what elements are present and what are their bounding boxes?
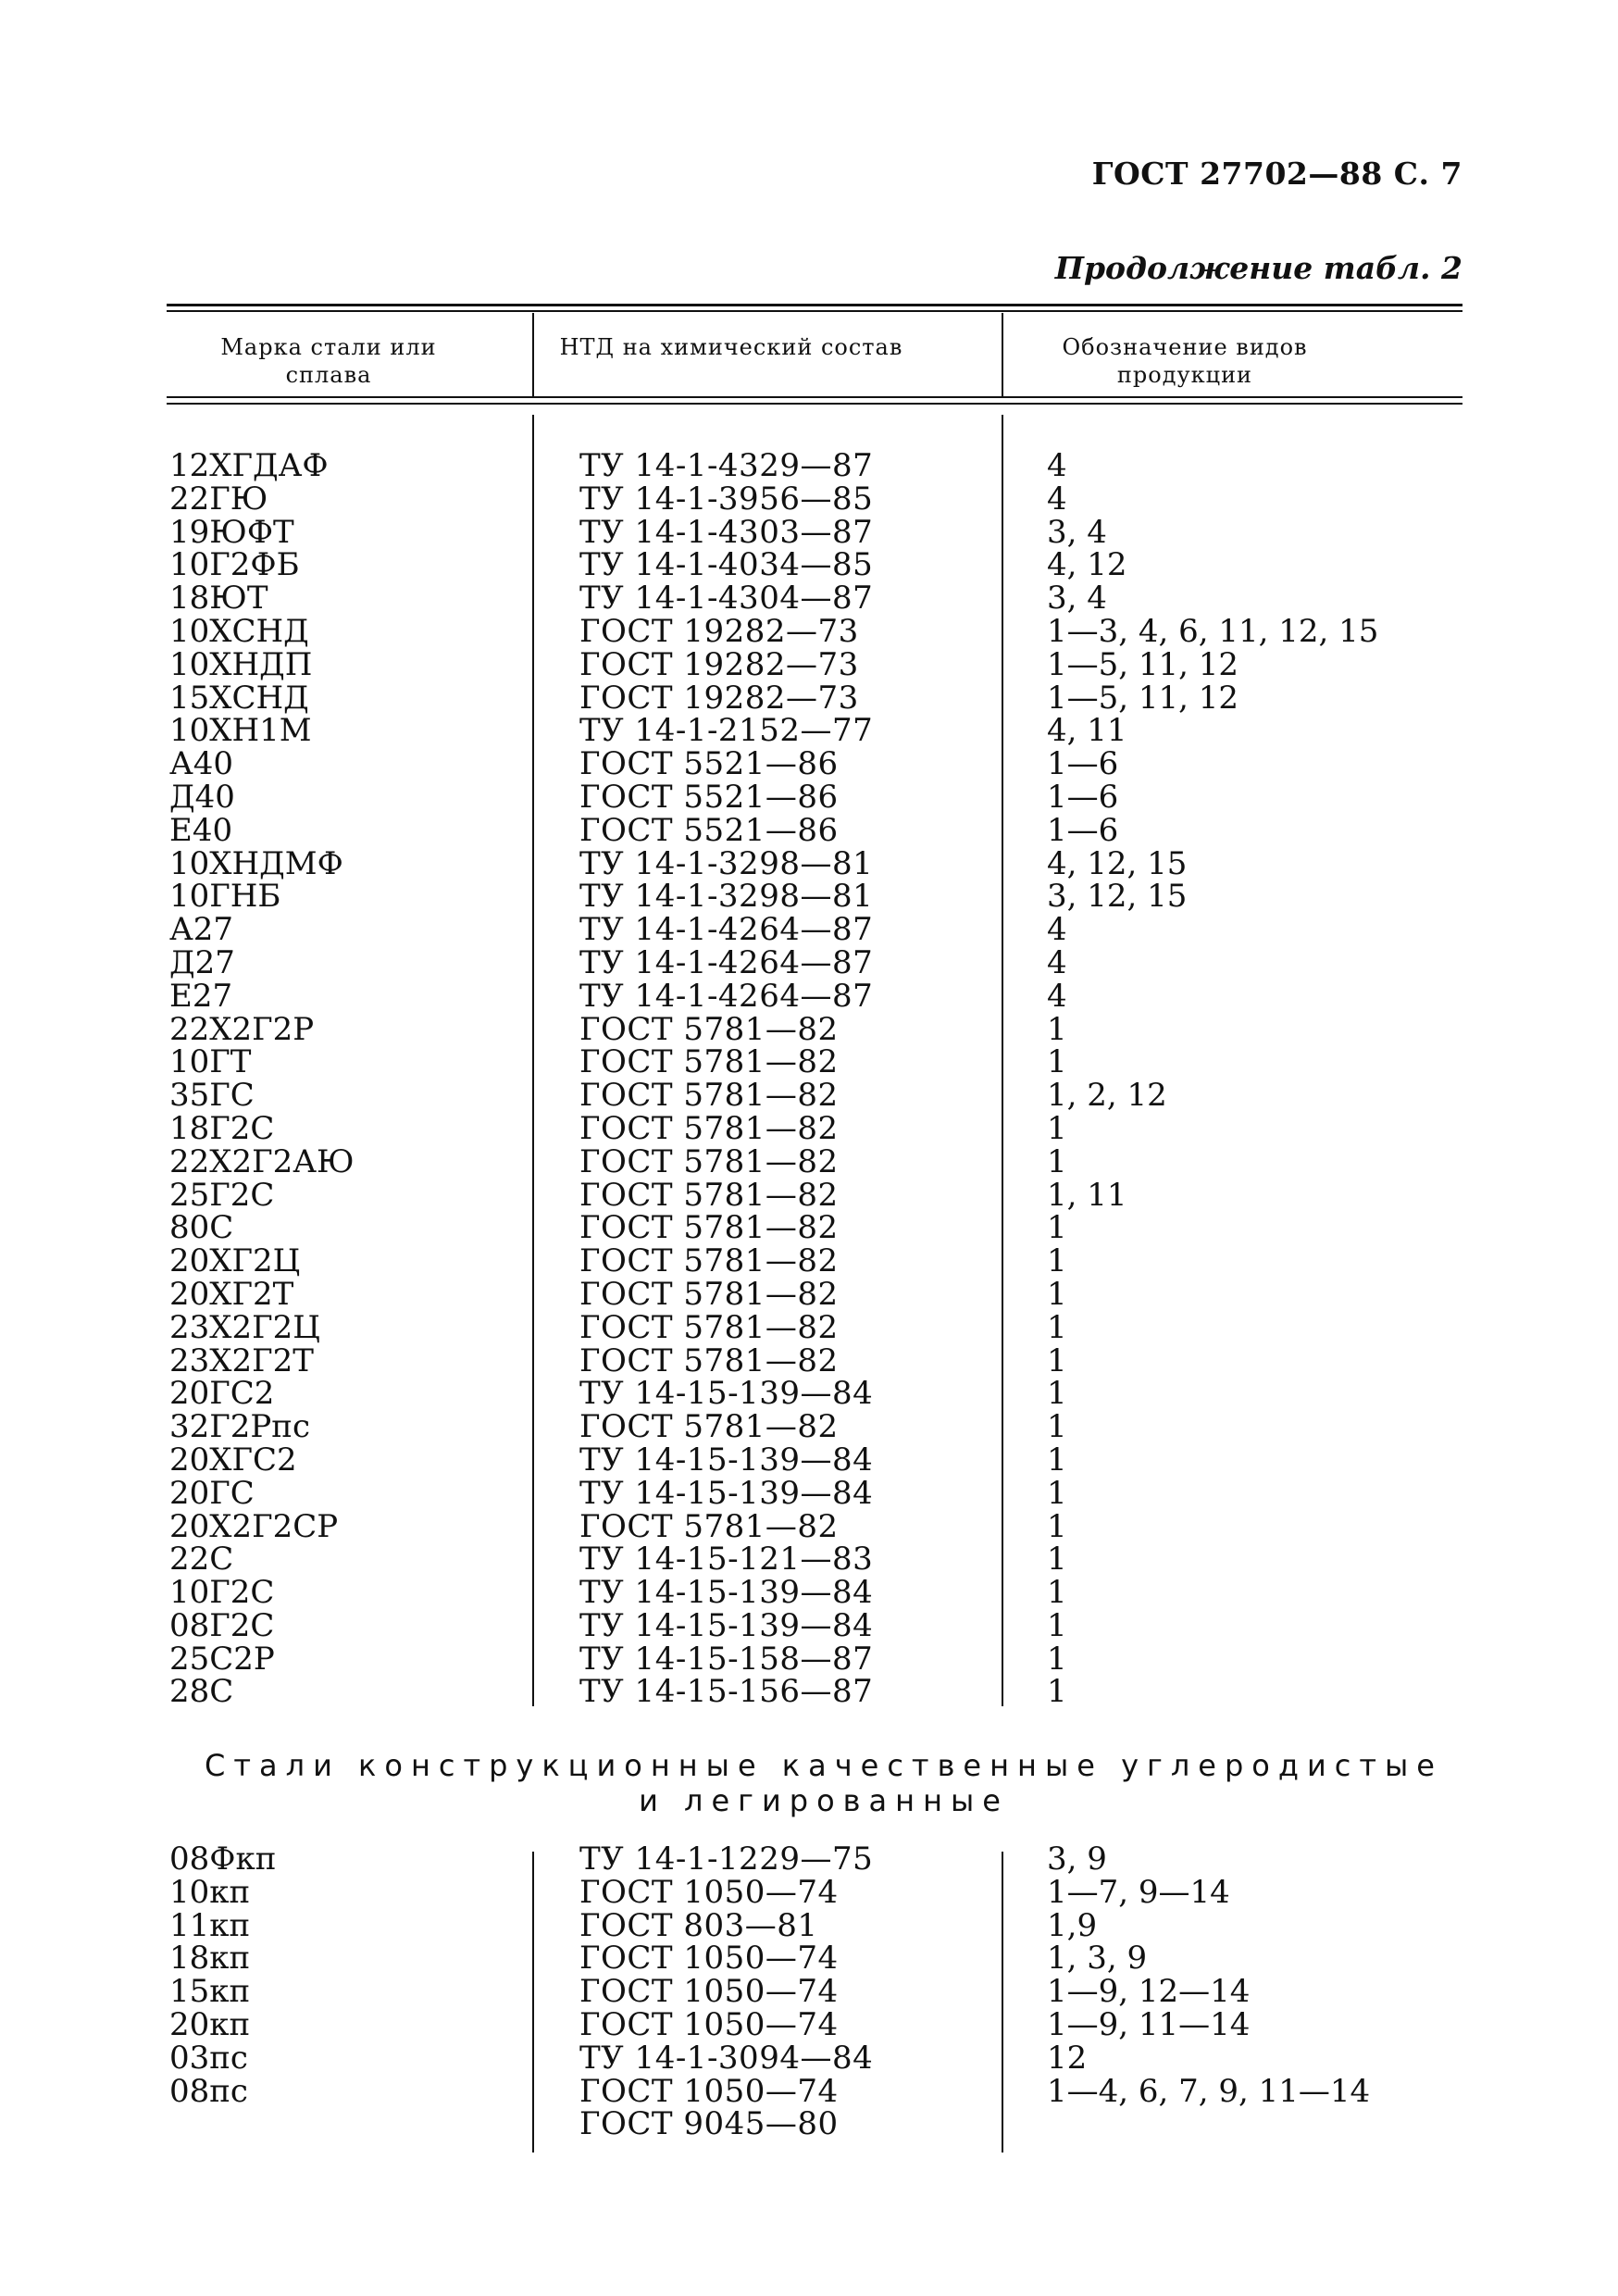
table-row [169, 878, 1484, 916]
cell-designation: 1 [1047, 1109, 1067, 1147]
cell-grade: 08Г2С [169, 1606, 275, 1644]
cell-ntd: ГОСТ 1050—74 [579, 1973, 839, 2011]
cell-designation: 1—6 [1047, 811, 1119, 849]
cell-ntd: ТУ 14-1-3094—84 [579, 2039, 874, 2077]
table-row [169, 2005, 1484, 2043]
cell-ntd: ГОСТ 5781—82 [579, 1341, 839, 1379]
table-row [169, 1176, 1484, 1214]
cell-grade: 10ГНБ [169, 878, 281, 916]
cell-ntd: ТУ 14-1-4304—87 [579, 580, 874, 618]
cell-grade: 23Х2Г2Ц [169, 1308, 320, 1346]
cell-grade: 22Х2Г2Р [169, 1010, 315, 1048]
cell-designation: 4 [1047, 943, 1067, 981]
table-row [169, 1010, 1484, 1048]
cell-designation: 1—5, 11, 12 [1047, 679, 1239, 717]
cell-designation: 4 [1047, 447, 1067, 484]
cell-grade: 80С [169, 1209, 234, 1247]
table-caption: Продолжение табл. 2 [1054, 250, 1462, 286]
table-row [169, 1408, 1484, 1446]
column-header-grade: Марка стали или сплава [220, 334, 437, 388]
cell-designation: 1—7, 9—14 [1047, 1873, 1230, 1911]
cell-grade: 20ХГ2Ц [169, 1242, 301, 1280]
table-row [169, 2105, 1484, 2143]
cell-designation: 1 [1047, 1375, 1067, 1413]
cell-ntd: ТУ 14-1-4264—87 [579, 977, 874, 1015]
cell-ntd: ГОСТ 19282—73 [579, 612, 859, 650]
cell-ntd: ГОСТ 5521—86 [579, 745, 839, 783]
cell-designation: 1—9, 11—14 [1047, 2005, 1251, 2043]
cell-designation: 1 [1047, 1507, 1067, 1545]
table-row [169, 1341, 1484, 1379]
cell-grade: 10Г2С [169, 1574, 275, 1612]
cell-ntd: ТУ 14-15-139—84 [579, 1574, 874, 1612]
cell-designation: 1—3, 4, 6, 11, 12, 15 [1047, 612, 1379, 650]
cell-ntd: ГОСТ 5781—82 [579, 1176, 839, 1214]
cell-grade: 22Х2Г2АЮ [169, 1142, 355, 1180]
table-row [169, 911, 1484, 949]
table-row [169, 449, 1484, 482]
cell-ntd: ГОСТ 5781—82 [579, 1109, 839, 1147]
cell-grade: 10ГТ [169, 1043, 252, 1081]
table-row [169, 844, 1484, 882]
cell-designation: 3, 9 [1047, 1841, 1107, 1878]
cell-grade: 19ЮФТ [169, 513, 294, 551]
table-header-rule-inner [167, 403, 1462, 405]
table-row [169, 645, 1484, 683]
cell-designation: 1—6 [1047, 745, 1119, 783]
cell-designation: 1, 11 [1047, 1176, 1127, 1214]
cell-designation: 4, 11 [1047, 712, 1127, 750]
cell-ntd: ТУ 14-15-121—83 [579, 1541, 874, 1578]
cell-ntd: ГОСТ 19282—73 [579, 679, 859, 717]
table-row [169, 977, 1484, 1015]
cell-designation: 1 [1047, 1308, 1067, 1346]
cell-grade: 11кп [169, 1906, 251, 1944]
cell-grade: 22ГЮ [169, 480, 268, 518]
cell-ntd: ГОСТ 1050—74 [579, 2005, 839, 2043]
cell-ntd: ТУ 14-1-3298—81 [579, 844, 874, 882]
cell-grade: 12ХГДАФ [169, 447, 329, 484]
cell-ntd: ТУ 14-1-2152—77 [579, 712, 874, 750]
table-row [169, 1906, 1484, 1944]
table-row [169, 2041, 1484, 2075]
cell-ntd: ГОСТ 5781—82 [579, 1308, 839, 1346]
cell-designation: 1—5, 11, 12 [1047, 645, 1239, 683]
section-title-line-2: и легированные [639, 1783, 1009, 1818]
cell-designation: 1 [1047, 1408, 1067, 1446]
table-row [169, 2072, 1484, 2110]
cell-ntd: ГОСТ 5521—86 [579, 811, 839, 849]
cell-ntd: ГОСТ 19282—73 [579, 645, 859, 683]
table-row [169, 1375, 1484, 1413]
table-row [169, 546, 1484, 584]
cell-designation: 1 [1047, 1209, 1067, 1247]
cell-ntd: ТУ 14-15-158—87 [579, 1640, 874, 1678]
cell-grade: Е40 [169, 811, 233, 849]
cell-grade: 20ГС2 [169, 1375, 275, 1413]
column-header-ntd: НТД на химический состав [559, 334, 903, 360]
cell-grade: Д27 [169, 943, 235, 981]
cell-designation: 1,9 [1047, 1906, 1098, 1944]
cell-grade: Е27 [169, 977, 233, 1015]
cell-designation: 1 [1047, 1242, 1067, 1280]
cell-designation: 1 [1047, 1574, 1067, 1612]
table-header-rule [167, 396, 1462, 398]
cell-ntd: ГОСТ 5781—82 [579, 1010, 839, 1048]
cell-ntd: ТУ 14-15-139—84 [579, 1474, 874, 1512]
table-row [169, 1673, 1484, 1711]
cell-ntd: ТУ 14-1-1229—75 [579, 1841, 874, 1878]
cell-grade: А40 [169, 745, 234, 783]
cell-ntd: ГОСТ 5781—82 [579, 1275, 839, 1313]
cell-ntd: ГОСТ 803—81 [579, 1906, 818, 1944]
cell-grade: 18ЮТ [169, 580, 268, 618]
cell-grade: 22С [169, 1541, 234, 1578]
cell-grade: 08Фкп [169, 1841, 277, 1878]
table-row [169, 1606, 1484, 1644]
cell-designation: 1 [1047, 1275, 1067, 1313]
cell-ntd: ТУ 14-15-139—84 [579, 1375, 874, 1413]
table-row [169, 745, 1484, 783]
table-row [169, 681, 1484, 715]
cell-designation: 3, 4 [1047, 513, 1107, 551]
cell-designation: 1—4, 6, 7, 9, 11—14 [1047, 2072, 1371, 2110]
cell-grade: 15кп [169, 1973, 251, 2011]
table-row [169, 1209, 1484, 1247]
cell-designation: 1—6 [1047, 778, 1119, 816]
cell-grade: 20кп [169, 2005, 251, 2043]
cell-grade: 23Х2Г2Т [169, 1341, 314, 1379]
table-row [169, 482, 1484, 516]
table-body-section-2 [169, 1841, 1484, 2143]
cell-grade: Д40 [169, 778, 235, 816]
cell-ntd: ГОСТ 5781—82 [579, 1043, 839, 1081]
cell-designation: 1 [1047, 1474, 1067, 1512]
table-row [169, 1507, 1484, 1545]
cell-ntd: ТУ 14-15-139—84 [579, 1441, 874, 1479]
cell-designation: 12 [1047, 2039, 1088, 2077]
table-row [169, 712, 1484, 750]
table-row [169, 612, 1484, 650]
cell-designation: 4 [1047, 480, 1067, 518]
cell-designation: 1 [1047, 1010, 1067, 1048]
table-row [169, 1142, 1484, 1180]
table-body [169, 447, 1484, 1711]
cell-designation: 4 [1047, 911, 1067, 949]
cell-ntd: ТУ 14-1-3956—85 [579, 480, 874, 518]
cell-grade: 10Г2ФБ [169, 546, 300, 584]
table-row [169, 1045, 1484, 1079]
table-row [169, 580, 1484, 618]
table-row [169, 811, 1484, 849]
table-top-rule-inner [167, 310, 1462, 312]
cell-ntd: ГОСТ 5781—82 [579, 1242, 839, 1280]
cell-designation: 1, 2, 12 [1047, 1077, 1167, 1115]
cell-grade: 32Г2Рпс [169, 1408, 310, 1446]
table-row [169, 1842, 1484, 1876]
cell-grade: 10кп [169, 1873, 251, 1911]
cell-grade: 10ХНДП [169, 645, 313, 683]
cell-grade: 35ГС [169, 1077, 255, 1115]
table-row [169, 1973, 1484, 2011]
cell-ntd: ТУ 14-1-4329—87 [579, 447, 874, 484]
table-row [169, 1542, 1484, 1576]
column-header-designation: Обозначение видов продукции [1062, 334, 1308, 388]
cell-designation: 1 [1047, 1043, 1067, 1081]
cell-designation: 1 [1047, 1541, 1067, 1578]
cell-grade: 18кп [169, 1940, 251, 1978]
cell-grade: А27 [169, 911, 234, 949]
cell-ntd: ТУ 14-1-4264—87 [579, 943, 874, 981]
cell-ntd: ГОСТ 1050—74 [579, 1873, 839, 1911]
cell-grade: 25С2Р [169, 1640, 275, 1678]
cell-ntd: ТУ 14-15-156—87 [579, 1673, 874, 1711]
cell-designation: 1 [1047, 1341, 1067, 1379]
cell-ntd: ГОСТ 5781—82 [579, 1507, 839, 1545]
cell-grade: 20ГС [169, 1474, 255, 1512]
cell-grade: 10ХНДМФ [169, 844, 343, 882]
table-row [169, 1275, 1484, 1313]
table-row [169, 1940, 1484, 1978]
cell-designation: 4, 12, 15 [1047, 844, 1188, 882]
section-title [167, 1748, 1481, 1818]
cell-ntd: ТУ 14-15-139—84 [579, 1606, 874, 1644]
cell-grade: 28С [169, 1673, 234, 1711]
cell-designation: 1, 3, 9 [1047, 1940, 1148, 1978]
table-row [169, 1109, 1484, 1147]
cell-ntd: ГОСТ 5781—82 [579, 1408, 839, 1446]
page-header: ГОСТ 27702—88 С. 7 [1091, 156, 1462, 192]
cell-ntd: ГОСТ 5781—82 [579, 1209, 839, 1247]
cell-grade: 20Х2Г2СР [169, 1507, 339, 1545]
table-row [169, 1308, 1484, 1346]
table-row [169, 1574, 1484, 1612]
cell-grade: 08пс [169, 2072, 248, 2110]
cell-grade: 10ХН1М [169, 712, 312, 750]
cell-grade: 10ХСНД [169, 612, 309, 650]
column-divider [1002, 313, 1003, 396]
cell-ntd: ГОСТ 5521—86 [579, 778, 839, 816]
cell-ntd: ГОСТ 1050—74 [579, 2072, 839, 2110]
cell-ntd: ТУ 14-1-4264—87 [579, 911, 874, 949]
table-row [169, 1873, 1484, 1911]
cell-grade: 15ХСНД [169, 679, 309, 717]
cell-grade: 18Г2С [169, 1109, 275, 1147]
table-row [169, 1244, 1484, 1278]
table-row [169, 780, 1484, 814]
cell-grade: 20ХГ2Т [169, 1275, 294, 1313]
table-row [169, 513, 1484, 551]
table-row [169, 1443, 1484, 1477]
cell-designation: 1 [1047, 1640, 1067, 1678]
cell-ntd: ГОСТ 9045—80 [579, 2105, 839, 2143]
cell-grade: 20ХГС2 [169, 1441, 297, 1479]
column-divider [532, 313, 534, 396]
cell-designation: 1 [1047, 1142, 1067, 1180]
section-title-line-1: Стали конструкционные качественные углеродистые [205, 1748, 1443, 1783]
cell-grade: 25Г2С [169, 1176, 275, 1214]
table-row [169, 1077, 1484, 1115]
cell-designation: 1—9, 12—14 [1047, 1973, 1251, 2011]
table-row [169, 943, 1484, 981]
cell-designation: 1 [1047, 1441, 1067, 1479]
cell-ntd: ТУ 14-1-4303—87 [579, 513, 874, 551]
cell-designation: 1 [1047, 1673, 1067, 1711]
cell-grade: 03пс [169, 2039, 248, 2077]
cell-ntd: ГОСТ 1050—74 [579, 1940, 839, 1978]
cell-designation: 1 [1047, 1606, 1067, 1644]
cell-ntd: ГОСТ 5781—82 [579, 1077, 839, 1115]
cell-ntd: ГОСТ 5781—82 [579, 1142, 839, 1180]
cell-designation: 4 [1047, 977, 1067, 1015]
table-row [169, 1474, 1484, 1512]
cell-designation: 3, 4 [1047, 580, 1107, 618]
cell-designation: 4, 12 [1047, 546, 1127, 584]
cell-ntd: ТУ 14-1-4034—85 [579, 546, 874, 584]
table-row [169, 1642, 1484, 1676]
table-top-rule [167, 304, 1462, 306]
cell-ntd: ТУ 14-1-3298—81 [579, 878, 874, 916]
cell-designation: 3, 12, 15 [1047, 878, 1188, 916]
